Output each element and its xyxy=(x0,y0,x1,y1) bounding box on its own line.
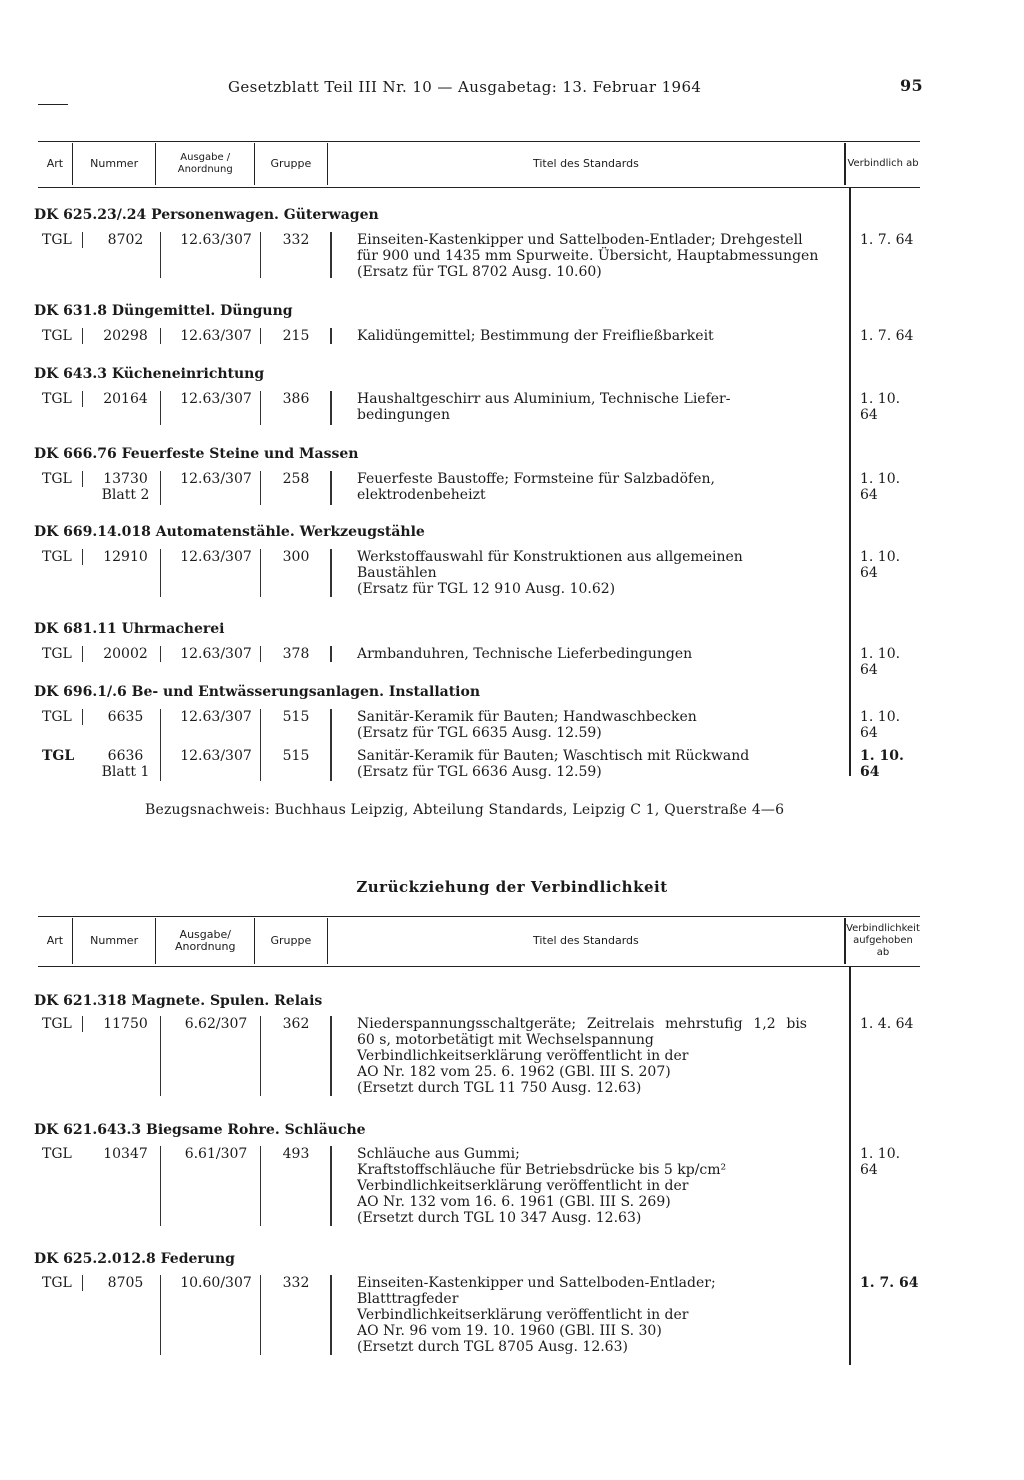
cell-art: TGL xyxy=(42,748,75,764)
dk-heading: DK 669.14.018 Automatenstähle. Werkzeugstähle xyxy=(34,524,425,540)
col-verbindlich: Verbindlich ab xyxy=(847,158,919,169)
cell-verbindlich: 1. 10. 64 xyxy=(860,391,901,423)
cell-ausgabe: 6.62/307 xyxy=(184,1016,248,1032)
cell-nummer: 13730 Blatt 2 xyxy=(101,471,150,503)
section-title: Zurückziehung der Verbindlichkeit xyxy=(356,878,668,896)
dk-heading: DK 643.3 Kücheneinrichtung xyxy=(34,366,265,382)
cell-ausgabe: 12.63/307 xyxy=(180,646,252,662)
dk-heading: DK 631.8 Düngemittel. Düngung xyxy=(34,303,293,319)
cell-gruppe: 300 xyxy=(282,549,310,565)
dk-heading: DK 666.76 Feuerfeste Steine und Massen xyxy=(34,446,359,462)
cell-verbindlichkeit: 1. 10. 64 xyxy=(860,1146,901,1178)
table-row xyxy=(38,748,920,782)
table-row xyxy=(38,391,920,425)
cell-art: TGL xyxy=(42,391,72,407)
cell-verbindlich: 1. 10. 64 xyxy=(860,748,904,780)
cell-gruppe: 215 xyxy=(282,328,310,344)
cell-gruppe: 378 xyxy=(282,646,310,662)
cell-art: TGL xyxy=(42,1016,72,1032)
table-row xyxy=(38,328,920,346)
cell-art: TGL xyxy=(42,232,72,248)
cell-titel: Werkstoffauswahl für Konstruktionen aus allgemeinen Baustählen (Ersatz für TGL 12 910 Ausg. 10.62) xyxy=(357,549,743,597)
cell-titel: Sanitär-Keramik für Bauten; Handwaschbecken (Ersatz für TGL 6635 Ausg. 12.59) xyxy=(357,709,697,741)
cell-verbindlichkeit: 1. 7. 64 xyxy=(860,1275,919,1291)
table1-top-rule xyxy=(38,141,920,142)
cell-nummer: 11750 xyxy=(103,1016,148,1032)
cell-titel: Kalidüngemittel; Bestimmung der Freifließbarkeit xyxy=(357,328,714,344)
table-row xyxy=(38,1146,920,1228)
cell-nummer: 20002 xyxy=(103,646,148,662)
cell-verbindlich: 1. 10. 64 xyxy=(860,471,901,503)
col-gruppe: Gruppe xyxy=(255,143,328,185)
cell-titel: Einseiten-Kastenkipper und Sattelboden-Entlader; Blatttragfeder Verbindlichkeitserklärung veröffentlicht in der AO Nr. 96 vom 19. 10. 1960 (GBl. III S. 30) (Ersetzt durch TGL 8705 Ausg. 12.63) xyxy=(357,1275,716,1355)
cell-verbindlich: 1. 7. 64 xyxy=(860,232,914,248)
table-row xyxy=(38,709,920,743)
cell-art: TGL xyxy=(42,1146,72,1162)
cell-ausgabe: 12.63/307 xyxy=(180,391,252,407)
cell-gruppe: 332 xyxy=(282,1275,310,1291)
col-art: Art xyxy=(38,918,72,964)
cell-verbindlich: 1. 7. 64 xyxy=(860,328,914,344)
col-nummer: Nummer xyxy=(72,143,156,185)
table-row xyxy=(38,232,920,282)
col-titel: Titel des Standards xyxy=(327,143,845,185)
cell-ausgabe: 6.61/307 xyxy=(184,1146,248,1162)
cell-ausgabe: 12.63/307 xyxy=(180,328,252,344)
cell-gruppe: 386 xyxy=(282,391,310,407)
table1-header xyxy=(38,143,920,185)
table-row xyxy=(38,646,920,678)
cell-art: TGL xyxy=(42,549,72,565)
cell-verbindlichkeit: 1. 4. 64 xyxy=(860,1016,914,1032)
cell-verbindlich: 1. 10. 64 xyxy=(860,549,901,581)
cell-gruppe: 362 xyxy=(282,1016,310,1032)
cell-nummer: 8705 xyxy=(107,1275,144,1291)
header-mark xyxy=(38,104,68,105)
cell-nummer: 10347 xyxy=(103,1146,148,1162)
col-ausgabe: Ausgabe/ Anordnung xyxy=(156,918,255,964)
dk-heading: DK 621.643.3 Biegsame Rohre. Schläuche xyxy=(34,1122,366,1138)
table-row xyxy=(38,549,920,599)
table2-header xyxy=(38,918,920,964)
cell-nummer: 8702 xyxy=(107,232,144,248)
cell-ausgabe: 12.63/307 xyxy=(180,549,252,565)
cell-gruppe: 515 xyxy=(282,709,310,725)
table2-top-rule xyxy=(38,916,920,917)
table-row xyxy=(38,471,920,505)
cell-titel: Feuerfeste Baustoffe; Formsteine für Salzbadöfen, elektrodenbeheizt xyxy=(357,471,715,503)
cell-art: TGL xyxy=(42,471,72,487)
cell-ausgabe: 10.60/307 xyxy=(180,1275,252,1291)
col-nummer: Nummer xyxy=(72,918,156,964)
cell-nummer: 20298 xyxy=(103,328,148,344)
cell-verbindlich: 1. 10. 64 xyxy=(860,709,901,741)
table-row xyxy=(38,1275,920,1357)
cell-ausgabe: 12.63/307 xyxy=(180,709,252,725)
table1-header-rule xyxy=(38,187,920,188)
dk-heading: DK 696.1/.6 Be- und Entwässerungsanlagen. Installation xyxy=(34,684,481,700)
cell-titel: Schläuche aus Gummi; Kraftstoffschläuche für Betriebsdrücke bis 5 kp/cm² Verbindlichkeitserklärung veröffentlicht in der AO Nr. 132 vom 16. 6. 1961 (GBl. III S. 269) (Ersetzt durch TGL 10 347 Ausg. 12.63) xyxy=(357,1146,727,1226)
cell-art: TGL xyxy=(42,1275,72,1291)
cell-ausgabe: 12.63/307 xyxy=(180,748,252,764)
cell-verbindlich: 1. 10. 64 xyxy=(860,646,901,678)
col-ausgabe: Ausgabe / Anordnung xyxy=(156,143,255,185)
page-number: 95 xyxy=(900,76,924,95)
header-title: Gesetzblatt Teil III Nr. 10 — Ausgabetag: 13. Februar 1964 xyxy=(228,78,702,96)
cell-art: TGL xyxy=(42,328,72,344)
col-art: Art xyxy=(38,143,72,185)
cell-titel: Haushaltgeschirr aus Aluminium, Technische Liefer- bedingungen xyxy=(357,391,731,423)
cell-art: TGL xyxy=(42,646,72,662)
cell-nummer: 6636 Blatt 1 xyxy=(101,748,150,780)
cell-gruppe: 258 xyxy=(282,471,310,487)
col-titel: Titel des Standards xyxy=(327,918,845,964)
reference-note: Bezugsnachweis: Buchhaus Leipzig, Abteilung Standards, Leipzig C 1, Querstraße 4—6 xyxy=(145,802,785,818)
cell-gruppe: 515 xyxy=(282,748,310,764)
dk-heading: DK 681.11 Uhrmacherei xyxy=(34,621,225,637)
cell-gruppe: 332 xyxy=(282,232,310,248)
dk-heading: DK 621.318 Magnete. Spulen. Relais xyxy=(34,993,323,1009)
cell-art: TGL xyxy=(42,709,72,725)
cell-titel: Sanitär-Keramik für Bauten; Waschtisch mit Rückwand (Ersatz für TGL 6636 Ausg. 12.59) xyxy=(357,748,750,780)
cell-nummer: 20164 xyxy=(103,391,148,407)
cell-gruppe: 493 xyxy=(282,1146,310,1162)
cell-titel: Armbanduhren, Technische Lieferbedingungen xyxy=(357,646,693,662)
col-verbindlichkeit: Verbindlichkeit aufgehoben ab xyxy=(846,923,920,958)
cell-nummer: 12910 xyxy=(103,549,148,565)
cell-ausgabe: 12.63/307 xyxy=(180,471,252,487)
dk-heading: DK 625.2.012.8 Federung xyxy=(34,1251,235,1267)
cell-titel: Niederspannungsschaltgeräte; Zeitrelais mehrstufig 1,2 bis 60 s, motorbetätigt mit Wechselspannung Verbindlichkeitserklärung veröffentlicht in der AO Nr. 182 vom 25. 6. 1962 (GBl. III S. 207) (Ersetzt durch TGL 11 750 Ausg. 12.63) xyxy=(357,1016,807,1096)
table2-header-rule xyxy=(38,966,920,967)
cell-nummer: 6635 xyxy=(107,709,144,725)
cell-titel: Einseiten-Kastenkipper und Sattelboden-Entlader; Drehgestell für 900 und 1435 mm Spurweite. Übersicht, Hauptabmessungen (Ersatz für TGL 8702 Ausg. 10.60) xyxy=(357,232,819,280)
dk-heading: DK 625.23/.24 Personenwagen. Güterwagen xyxy=(34,207,379,223)
cell-ausgabe: 12.63/307 xyxy=(180,232,252,248)
col-gruppe: Gruppe xyxy=(255,918,328,964)
table-row xyxy=(38,1016,920,1098)
